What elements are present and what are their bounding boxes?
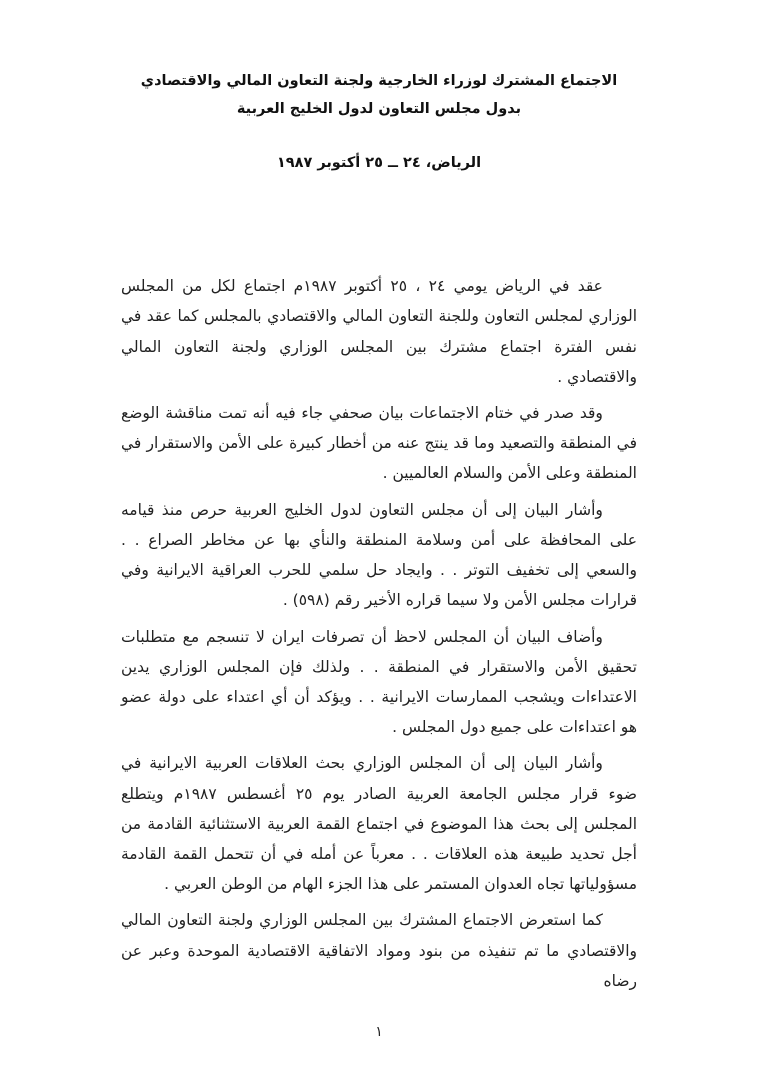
document-date-line: الرياض، ٢٤ ــ ٢٥ أكتوبر ١٩٨٧ bbox=[276, 155, 482, 172]
paragraph: وأضاف البيان أن المجلس لاحظ أن تصرفات ايران لا تنسجم مع متطلبات تحقيق الأمن والاستقرار في المنطقة . . ولذلك فإن المجلس الوزاري يدين الاعتداءات ويشجب الممارسات الايرانية . . ويؤكد أن أي اعتداء على دولة عضو هو اعتداءات على جميع دول المجلس . bbox=[121, 627, 637, 737]
paragraph: وأشار البيان إلى أن المجلس الوزاري بحث العلاقات العربية الايرانية في ضوء قرار مجلس الجامعة العربية الصادر يوم ٢٥ أغسطس ١٩٨٧م ويتطلع المجلس إلى بحث هذا الموضوع في اجتماع القمة العربية الاستثنائية القادمة من أجل تحديد طبيعة هذه العلاقات . . معرباً عن أمله في أن تتحمل القمة القادمة مسؤولياتها تجاه العدوان المستمر على هذا الجزء الهام من الوطن العربي . bbox=[121, 754, 637, 894]
document-title-line-2: بدول مجلس التعاون لدول الخليج العربية bbox=[236, 100, 522, 117]
document-title-line-1: الاجتماع المشترك لوزراء الخارجية ولجنة التعاون المالي والاقتصادي bbox=[140, 73, 618, 89]
paragraph: كما استعرض الاجتماع المشترك بين المجلس الوزاري ولجنة التعاون المالي والاقتصادي ما تم تنفيذه من بنود ومواد الاتفاقية الاقتصادية الموحدة وعبر عن رضاه bbox=[121, 911, 637, 990]
paragraph: وأشار البيان إلى أن مجلس التعاون لدول الخليج العربية حرص منذ قيامه على المحافظة على أمن وسلامة المنطقة والنأي بها عن مخاطر الصراع . . والسعي إلى تخفيف التوتر . . وايجاد حل سلمي للحرب العراقية الايرانية وفي قرارات مجلس الأمن ولا سيما قراره الأخير رقم (٥٩٨) . bbox=[121, 500, 637, 610]
document-header bbox=[0, 0, 758, 171]
document-body bbox=[121, 271, 637, 996]
paragraph: وقد صدر في ختام الاجتماعات بيان صحفي جاء فيه أنه تمت مناقشة الوضع في المنطقة والتصعيد وما قد ينتج عنه من أخطار كبيرة على الأمن والاستقرار في المنطقة وعلى الأمن والسلام العالميين . bbox=[121, 403, 637, 483]
page-number: ١ bbox=[375, 1024, 383, 1040]
paragraph: عقد في الرياض يومي ٢٤ ، ٢٥ أكتوبر ١٩٨٧م اجتماع لكل من المجلس الوزاري لمجلس التعاون وللجنة التعاون المالي والاقتصادي بالمجلس كما عقد في نفس الفترة اجتماع مشترك بين المجلس الوزاري ولجنة التعاون المالي والاقتصادي . bbox=[121, 277, 637, 386]
